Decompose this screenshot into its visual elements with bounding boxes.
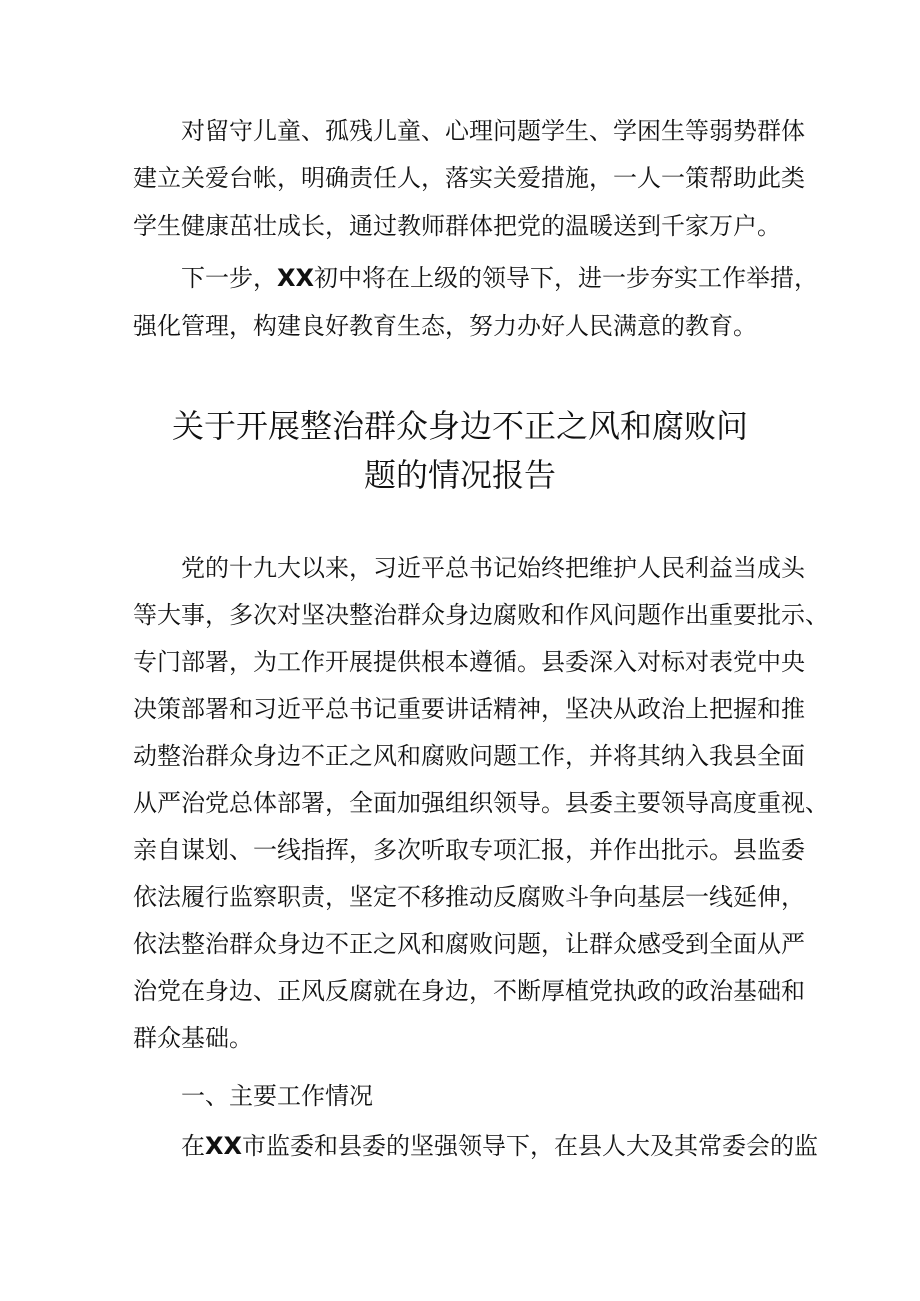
body-line: 群众基础。 <box>133 1024 253 1052</box>
body-line: 从严治党总体部署，全面加强组织领导。县委主要领导高度重视、 <box>133 789 829 817</box>
intro-p1-line2: 建立关爱台帐，明确责任人，落实关爱措施，一人一策帮助此类 <box>133 164 805 192</box>
intro-p1-line1: 对留守儿童、孤残儿童、心理问题学生、学困生等弱势群体 <box>181 117 805 145</box>
body-line: 亲自谋划、一线指挥，多次听取专项汇报，并作出批示。县监委 <box>133 836 805 864</box>
report-title-line2: 题的情况报告 <box>363 456 556 494</box>
body-line: 治党在身边、正风反腐就在身边，不断厚植党执政的政治基础和 <box>133 977 805 1005</box>
intro-p2-line1 <box>181 263 819 293</box>
intro-p2-school-code: XX <box>277 264 315 292</box>
body-line: 专门部署，为工作开展提供根本遵循。县委深入对标对表党中央 <box>133 648 805 676</box>
section1-city-code: XX <box>205 1132 243 1160</box>
body-line: 依法整治群众身边不正之风和腐败问题，让群众感受到全面从严 <box>133 930 805 958</box>
body-line: 党的十九大以来，习近平总书记始终把维护人民利益当成头 <box>181 554 805 582</box>
body-line: 动整治群众身边不正之风和腐败问题工作，并将其纳入我县全面 <box>133 742 805 770</box>
section1-line1 <box>181 1131 819 1161</box>
report-title-line1: 关于开展整治群众身边不正之风和腐败问 <box>171 407 748 445</box>
body-line: 等大事，多次对坚决整治群众身边腐败和作风问题作出重要批示、 <box>133 601 829 629</box>
intro-p1-line3: 学生健康茁壮成长，通过教师群体把党的温暖送到千家万户。 <box>133 212 781 240</box>
intro-p2-pre: 下一步， <box>181 264 277 292</box>
section1-heading: 一、主要工作情况 <box>181 1082 373 1110</box>
section1-post: 市监委和县委的坚强领导下，在县人大及其常委会的监 <box>242 1132 819 1160</box>
section1-pre: 在 <box>181 1132 205 1160</box>
body-line: 决策部署和习近平总书记重要讲话精神，坚决从政治上把握和推 <box>133 695 805 723</box>
intro-p2-line2: 强化管理，构建良好教育生态，努力办好人民满意的教育。 <box>133 312 757 340</box>
body-line: 依法履行监察职责，坚定不移推动反腐败斗争向基层一线延伸， <box>133 883 805 911</box>
intro-p2-post: 初中将在上级的领导下，进一步夯实工作举措， <box>314 264 819 292</box>
